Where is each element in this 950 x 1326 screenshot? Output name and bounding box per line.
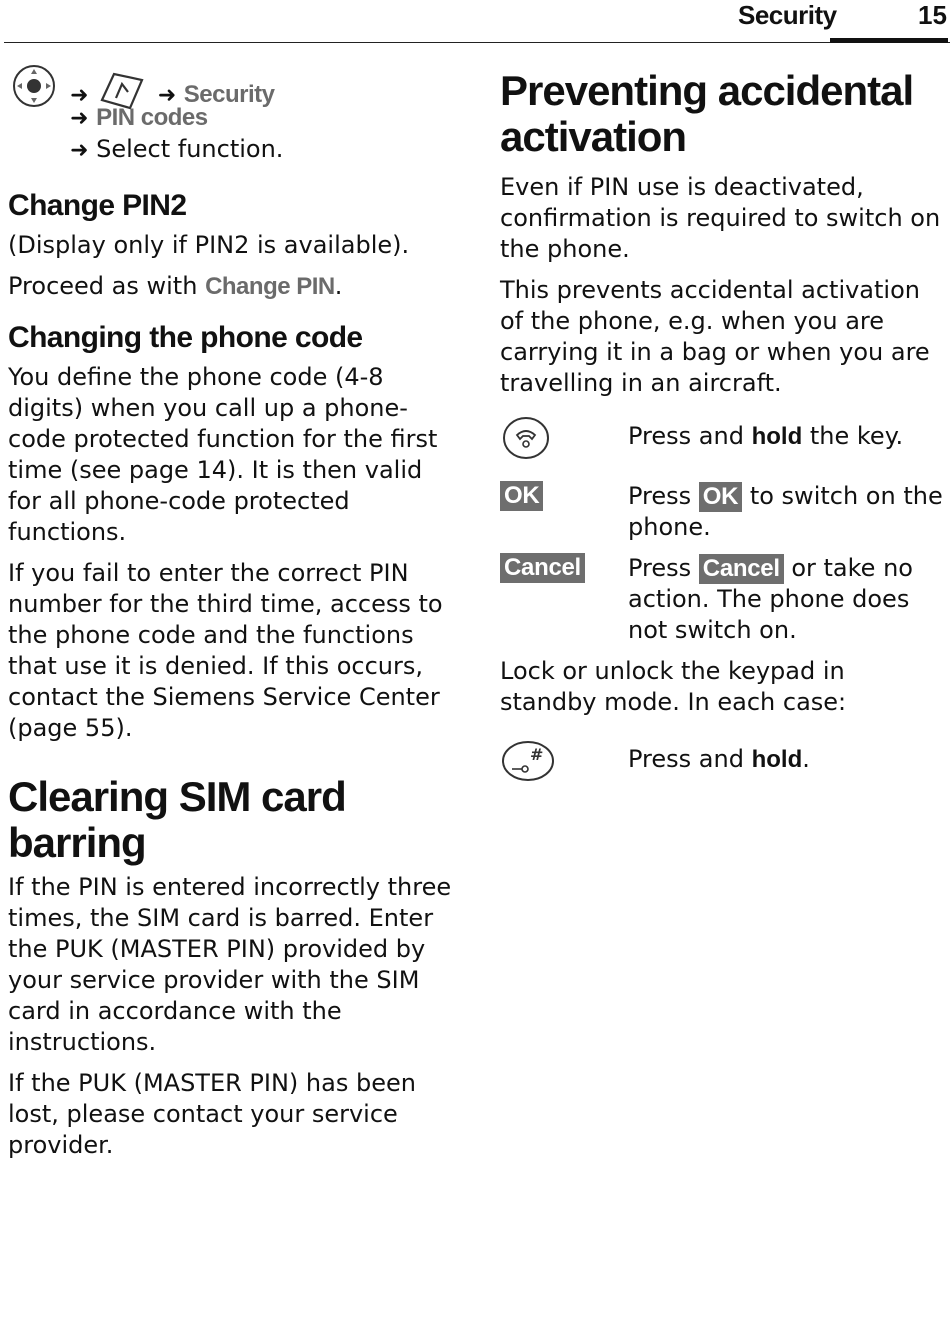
left-column: [8, 60, 458, 1171]
svg-text:#: #: [530, 745, 544, 764]
right-column: [500, 68, 946, 794]
path-arrow: ➜: [70, 83, 89, 108]
activation-paragraph-2: This prevents accidental activation of the phone, e.g. when you are carrying it in a bag or when you are travelling in an aircraft.: [500, 276, 930, 397]
menu-path: [8, 60, 458, 170]
step-ok-text: Press OK to switch on the phone.: [628, 482, 943, 541]
path-arrow: ➜: [157, 83, 177, 108]
navigation-key-icon: [12, 64, 56, 108]
phone-code-paragraph-1: You define the phone code (4-8 digits) when you call up a phone-code protected function for the first time (see page 14). It is then valid for all phone-code protected functions.: [8, 363, 438, 546]
heading-phone-code: Changing the phone code: [8, 321, 363, 354]
page-number: 15: [918, 0, 947, 30]
step-cancel: [500, 553, 946, 646]
header-rule-accent: [830, 38, 948, 43]
activation-paragraph-1: Even if PIN use is deactivated, confirmation is required to switch on the phone.: [500, 173, 941, 263]
phone-code-paragraph-2: If you fail to enter the correct PIN number for the third time, access to the phone code and the functions that use it is denied. If this occurs, contact the Siemens Service Center (page 55).: [8, 559, 443, 742]
menu-item-security: Security: [183, 81, 275, 108]
step-end-key-text: Press and hold the key.: [628, 422, 904, 450]
heading-sim-barring: Clearing SIM card barring: [8, 773, 346, 866]
menu-item-change-pin: Change PIN: [205, 273, 335, 300]
step-hash-key-text: Press and hold.: [628, 745, 810, 773]
hash-key-icon: [500, 738, 556, 784]
path-instruction: Select function.: [96, 135, 284, 163]
sim-barring-paragraph-1: If the PIN is entered incorrectly three times, the SIM card is barred. Enter the PUK (MASTER PIN) provided by your service provider with the SIM card in accordance with the instructions.: [8, 873, 452, 1056]
heading-change-pin2: Change PIN2: [8, 189, 187, 222]
end-call-key-icon: [500, 415, 550, 461]
sim-barring-paragraph-2: If the PUK (MASTER PIN) has been lost, please contact your service provider.: [8, 1069, 416, 1159]
page-header: [0, 0, 950, 46]
change-pin2-note: (Display only if PIN2 is available).: [8, 231, 410, 259]
step-end-key: [500, 415, 946, 461]
path-arrow: ➜: [70, 106, 89, 131]
cancel-softkey[interactable]: Cancel: [500, 553, 585, 583]
heading-preventing-activation: Preventing accidental activation: [500, 67, 914, 160]
change-pin2-instruction: Proceed as with Change PIN.: [8, 272, 343, 300]
keypad-lock-paragraph: Lock or unlock the keypad in standby mode. In each case:: [500, 657, 847, 716]
step-ok: [500, 481, 946, 543]
step-cancel-text: Press Cancel or take no action. The phone does not switch on.: [628, 554, 913, 644]
cancel-softkey-label: Cancel: [699, 554, 784, 584]
ok-softkey-label: OK: [699, 482, 742, 512]
section-title: Security: [738, 0, 837, 30]
header-rule: [4, 42, 950, 43]
step-hash-key: [500, 738, 946, 784]
path-arrow: ➜: [70, 138, 89, 163]
menu-item-pin-codes: PIN codes: [96, 104, 208, 131]
ok-softkey[interactable]: OK: [500, 481, 543, 511]
